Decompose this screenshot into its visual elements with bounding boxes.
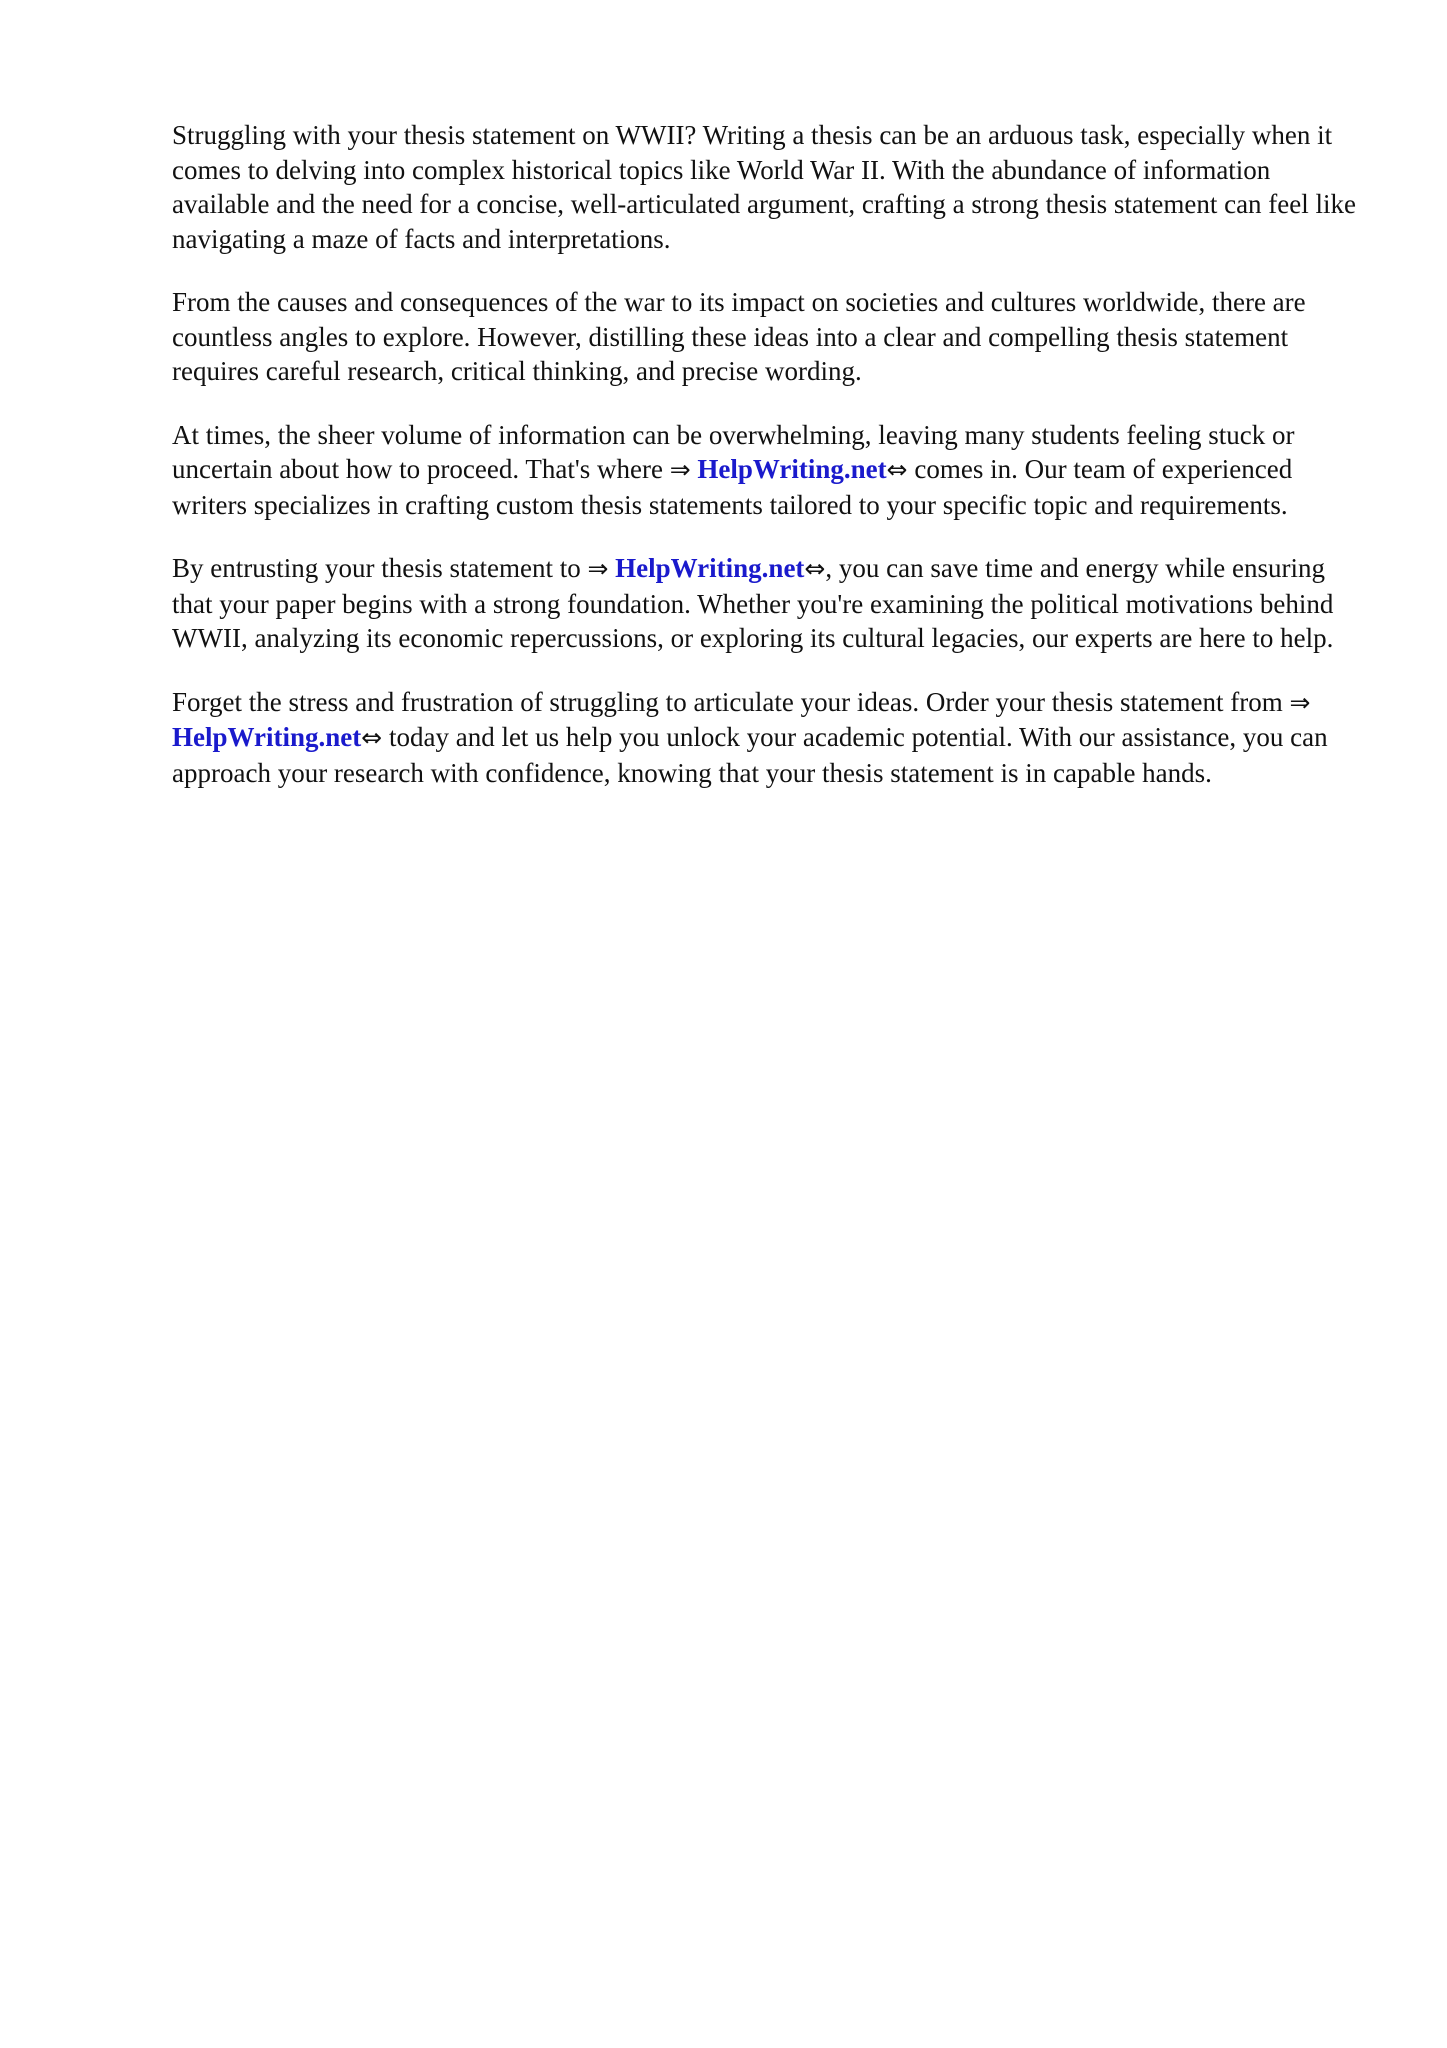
right-double-arrow-icon: ⇒ [587,554,609,583]
paragraph-text: At times, the sheer volume of information can be overwhelming, leaving many students feeling stuck or uncertain about how to proceed. That's where [172,419,1295,484]
paragraph-angles: From the causes and consequences of the war to its impact on societies and cultures worldwide, there are countless angles to explore. However, distilling these ideas into a clear and compelling thesis statement requires careful research, critical thinking, and precise wording. [172,287,1306,386]
paragraph-text: today and let us help you unlock your academic potential. With our assistance, you can approach your research with confidence, knowing that your thesis statement is in capable hands. [172,722,1328,788]
paragraph-text: , you can save time and energy while ensuring that your paper begins with a strong foundation. Whether you're examining the political motivations behind WWII, analyzing its economic repercussions, or exploring its cultural legacies, our experts are here to help. [172,553,1334,653]
left-right-double-arrow-icon: ⇔ [804,554,826,583]
helpwriting-link[interactable]: HelpWriting.net [615,553,805,583]
left-right-double-arrow-icon: ⇔ [886,455,908,484]
right-double-arrow-icon: ⇒ [1289,687,1311,717]
helpwriting-link[interactable]: HelpWriting.net [697,454,887,484]
paragraph-intro: Struggling with your thesis statement on WWII? Writing a thesis can be an arduous task, especially when it comes to delving into complex historical topics like World War II. With the abundance of information available and the need for a concise, well-articulated argument, crafting a strong thesis statement can feel like navigating a maze of facts and interpretations. [172,120,1357,254]
paragraph-text: comes in. Our team of experienced writers specializes in crafting custom thesis statements tailored to your specific topic and requirements. [172,454,1293,520]
document-page [172,118,1372,819]
paragraph-forget-stress [172,685,1372,791]
left-right-double-arrow-icon: ⇔ [361,723,383,752]
paragraph-overwhelming [172,418,1372,523]
paragraph-text: By entrusting your thesis statement to [172,553,588,583]
paragraph-entrusting [172,551,1372,656]
helpwriting-link[interactable]: HelpWriting.net [172,722,362,752]
right-double-arrow-icon: ⇒ [669,455,691,484]
paragraph-text: Forget the stress and frustration of struggling to articulate your ideas. Order your thesis statement from [172,686,1290,717]
